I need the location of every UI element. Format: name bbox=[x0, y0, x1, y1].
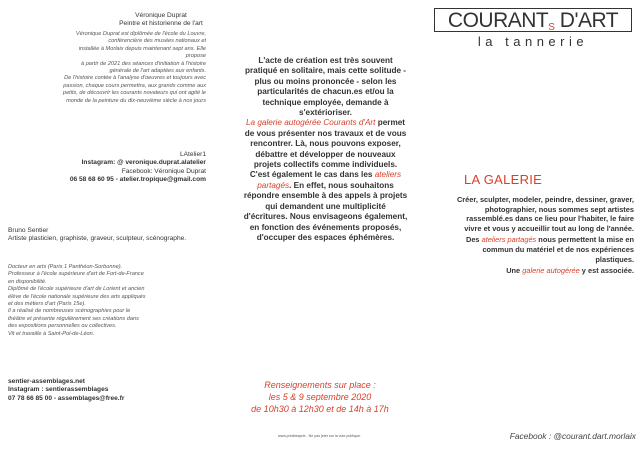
bio-line: à partir de 2021 des séances d'initiation à l'histoire bbox=[81, 60, 206, 67]
bio-line: théâtre et présente régulièrement ses créations dans bbox=[8, 315, 139, 322]
galerie-paragraph-1: Créer, sculpter, modeler, peindre, dessiner, graver, photographier, nous sommes sept artistes rassemblé.es dans ce lieu pour l'habiter, le faire vivre et vous y accueillir tout au long de l'année. bbox=[456, 195, 634, 233]
intro-paragraph-2: La galerie autogérée Courants d'Art permet de vous présenter nos travaux et de vous rencontrer. Là, nous pouvons exposer, débattre et développer de nouveaux projets collectifs comme individuels. bbox=[244, 118, 407, 170]
bio-line: propose bbox=[185, 53, 206, 60]
logo-subtitle: la tannerie bbox=[477, 34, 589, 49]
contact-phone-email[interactable]: 06 58 68 60 95 - atelier.tropique@gmail.com bbox=[69, 176, 206, 184]
highlight-ateliers: ateliers partagés bbox=[257, 170, 402, 190]
artist-block-veronique-duprat bbox=[116, 12, 206, 29]
artist-block-bruno-sentier bbox=[8, 227, 208, 244]
event-info-heading: Renseignements sur place : bbox=[264, 380, 376, 390]
bio-line: Professeur à l'école supérieure d'art de Fort-de-France bbox=[8, 271, 144, 278]
bio-line: Véronique Duprat est diplômée de l'école du Louvre, bbox=[75, 31, 206, 37]
artist-bio bbox=[8, 31, 206, 105]
artist-name: Véronique Duprat bbox=[135, 12, 187, 19]
event-info bbox=[225, 379, 415, 415]
column-artists bbox=[0, 0, 213, 452]
logo-wordmark: COURANTS D'ART bbox=[434, 8, 632, 32]
contact-website[interactable]: sentier-assemblages.net bbox=[8, 378, 85, 385]
artist-bio bbox=[8, 264, 208, 338]
bio-line: et des métiers d'art (Paris 15e). bbox=[8, 301, 86, 308]
contact-instagram[interactable]: Instagram: @ veronique.duprat.alatelier bbox=[81, 159, 206, 167]
highlight-galerie: La galerie autogérée Courants d'Art bbox=[245, 118, 376, 128]
bio-line: conférencière des musées nationaux et bbox=[108, 38, 206, 45]
bio-line: Vit et travaille à Saint-Pol-de-Léon. bbox=[8, 330, 95, 337]
highlight-ateliers: ateliers partagés bbox=[481, 235, 537, 245]
bio-line: installée à Morlaix depuis maintenant sept ans. Elle bbox=[78, 45, 206, 52]
event-info-dates: les 5 & 9 septembre 2020 bbox=[268, 392, 372, 402]
bio-line: monde de la peinture du dix-neuvième siècle à nos jours bbox=[66, 97, 206, 104]
bio-line: Diplômé de l'école supérieure d'art de Lorient et ancien bbox=[8, 286, 145, 293]
bio-line: De l'histoire contée à l'analyse d'oeuvres et toujours avec bbox=[64, 75, 206, 82]
bio-line: passion, chaque cours permettra, aux grands comme aux bbox=[63, 82, 206, 89]
artist-title: Peintre et historienne de l'art bbox=[119, 20, 203, 28]
bio-line: générale de l'art adaptées aux enfants. bbox=[109, 68, 206, 75]
artist-title: Artiste plasticien, graphiste, graveur, sculpteur, scénographe. bbox=[8, 235, 187, 243]
highlight-galerie: galerie autogérée bbox=[522, 266, 580, 276]
event-info-hours: de 10h30 à 12h30 et de 14h à 17h bbox=[251, 404, 389, 414]
contact-facebook[interactable]: Facebook: Véronique Duprat bbox=[121, 167, 206, 175]
intro-paragraph-1: L'acte de création est très souvent pratiqué en solitaire, mais cette solitude - plus ou moins prononcée - selon les particularités de chacun.es et/ou la technique employée, demande à s'extérioriser. bbox=[244, 56, 407, 118]
bio-line: petits, de découvrir les courants novateurs qui ont agité le bbox=[62, 90, 206, 97]
printer-footnote: www.printbeaprix - Ne pas jeter sur la voie publique. bbox=[278, 434, 361, 438]
facebook-link[interactable]: Facebook : @courant.dart.morlaix bbox=[509, 431, 636, 441]
logo bbox=[434, 8, 632, 49]
artist-contact bbox=[8, 378, 208, 403]
contact-phone-email[interactable]: 07 78 66 85 00 - assemblages@free.fr bbox=[8, 394, 125, 402]
galerie-paragraph-2: Des ateliers partagés nous permettent la mise en commun du matériel et de nos expériences plastiques. bbox=[465, 235, 634, 264]
column-galerie bbox=[426, 0, 640, 452]
column-intro bbox=[213, 0, 426, 452]
galerie-paragraph-3: Une galerie autogérée y est associée. bbox=[506, 266, 634, 276]
bio-line: Il a réalisé de nombreuses scénographies pour le bbox=[8, 308, 131, 315]
section-title: LA GALERIE bbox=[464, 172, 543, 187]
artist-name: Bruno Sentier bbox=[8, 227, 49, 234]
artist-contact bbox=[8, 151, 206, 185]
contact-line: LAtelier1 bbox=[179, 151, 206, 158]
bio-line: en disponibilité. bbox=[8, 278, 47, 285]
bio-line: des expositions personnelles ou collectives. bbox=[8, 323, 117, 330]
intro-text bbox=[243, 56, 408, 243]
bio-line: élève de l'école nationale supérieure des arts appliqués bbox=[8, 293, 146, 300]
intro-paragraph-3: C'est également le cas dans les ateliers partagés. En effet, nous souhaitons répondre ensemble à des appels à projets qui demandent une multiplicité d'écritures. Nous envisageons également, en fonction des événements proposés, d'occuper des espaces éphémères. bbox=[243, 170, 408, 242]
bio-line: Docteur en arts (Paris 1 Panthéon-Sorbonne). bbox=[8, 264, 123, 270]
contact-instagram[interactable]: Instagram : sentierassemblages bbox=[8, 386, 109, 394]
galerie-text bbox=[454, 195, 634, 276]
